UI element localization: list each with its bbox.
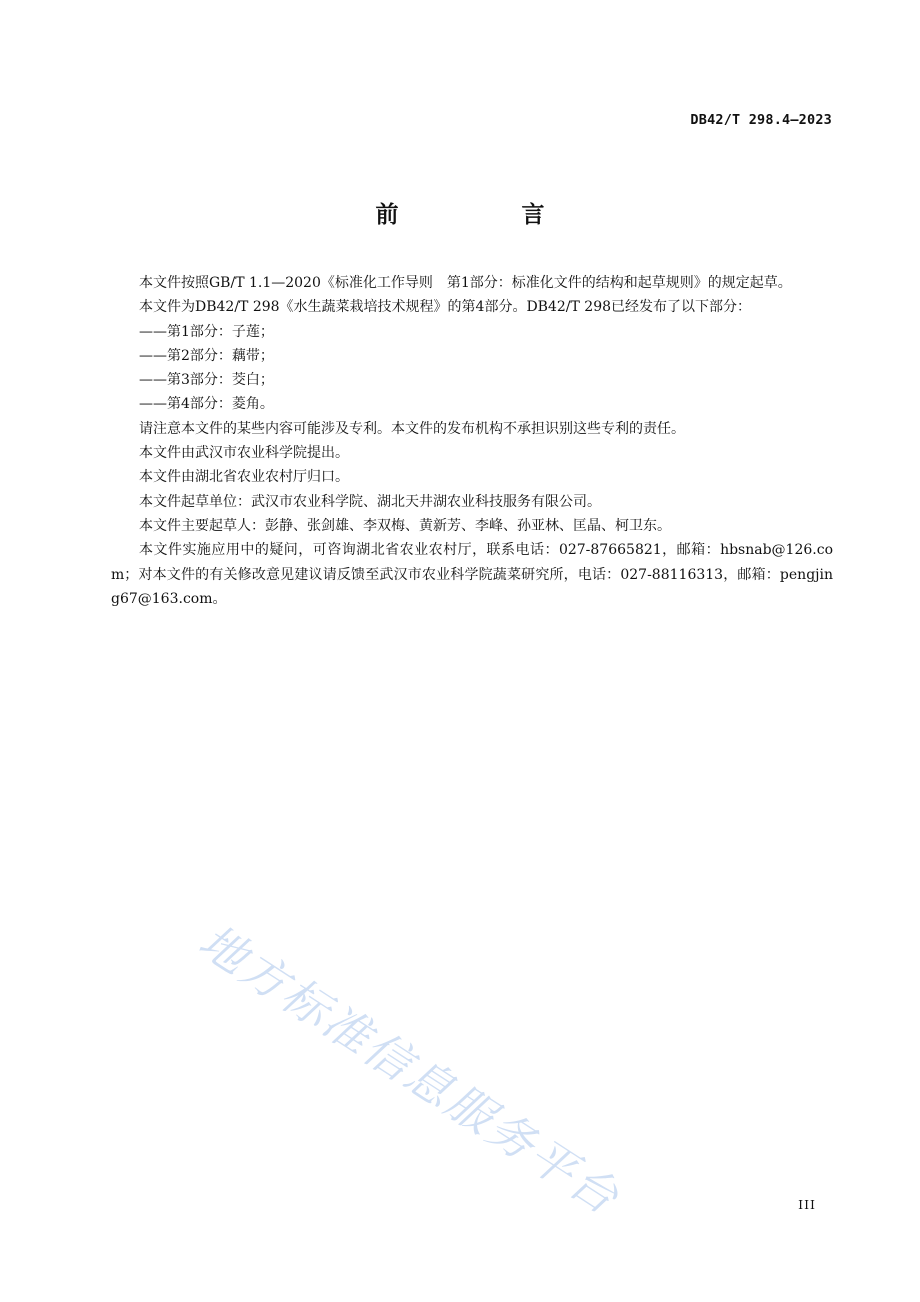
foreword-body xyxy=(111,271,833,611)
document-code: DB42/T 298.4—2023 xyxy=(690,112,832,128)
paragraph-administrator: 本文件由湖北省农业农村厅归口。 xyxy=(139,469,349,486)
paragraph-series-intro: 本文件为DB42/T 298《水生蔬菜栽培技术规程》的第4部分。DB42/T 298已经发布了以下部分： xyxy=(139,299,752,316)
paragraph-drafting-basis: 本文件按照GB/T 1.1—2020《标准化工作导则 第1部分：标准化文件的结构和起草规则》的规定起草。 xyxy=(139,275,792,291)
list-item-part-3: ——第3部分：茭白； xyxy=(139,372,274,389)
list-item-part-1: ——第1部分：子莲； xyxy=(139,323,274,340)
watermark: 地方标准信息服务平台 xyxy=(189,913,631,1226)
paragraph-drafters: 本文件主要起草人：彭静、张剑雄、李双梅、黄新芳、李峰、孙亚林、匡晶、柯卫东。 xyxy=(139,517,671,534)
paragraph-proposer: 本文件由武汉市农业科学院提出。 xyxy=(139,445,349,462)
paragraph-contact-info: 本文件实施应用中的疑问，可咨询湖北省农业农村厅，联系电话：027-87665821，邮箱：hbsnab@126.com；对本文件的有关修改意见建议请反馈至武汉市农业科学院蔬菜研究所，电话：027-88116313，邮箱：pengjing67@163.com。 xyxy=(111,542,833,607)
page-title: 前 言 xyxy=(375,202,595,228)
list-item-part-2: ——第2部分：藕带； xyxy=(139,347,274,364)
paragraph-drafting-units: 本文件起草单位：武汉市农业科学院、湖北天井湖农业科技服务有限公司。 xyxy=(139,493,601,510)
page-number: III xyxy=(798,1197,816,1212)
paragraph-patent-notice: 请注意本文件的某些内容可能涉及专利。本文件的发布机构不承担识别这些专利的责任。 xyxy=(139,420,685,437)
list-item-part-4: ——第4部分：菱角。 xyxy=(139,396,274,413)
